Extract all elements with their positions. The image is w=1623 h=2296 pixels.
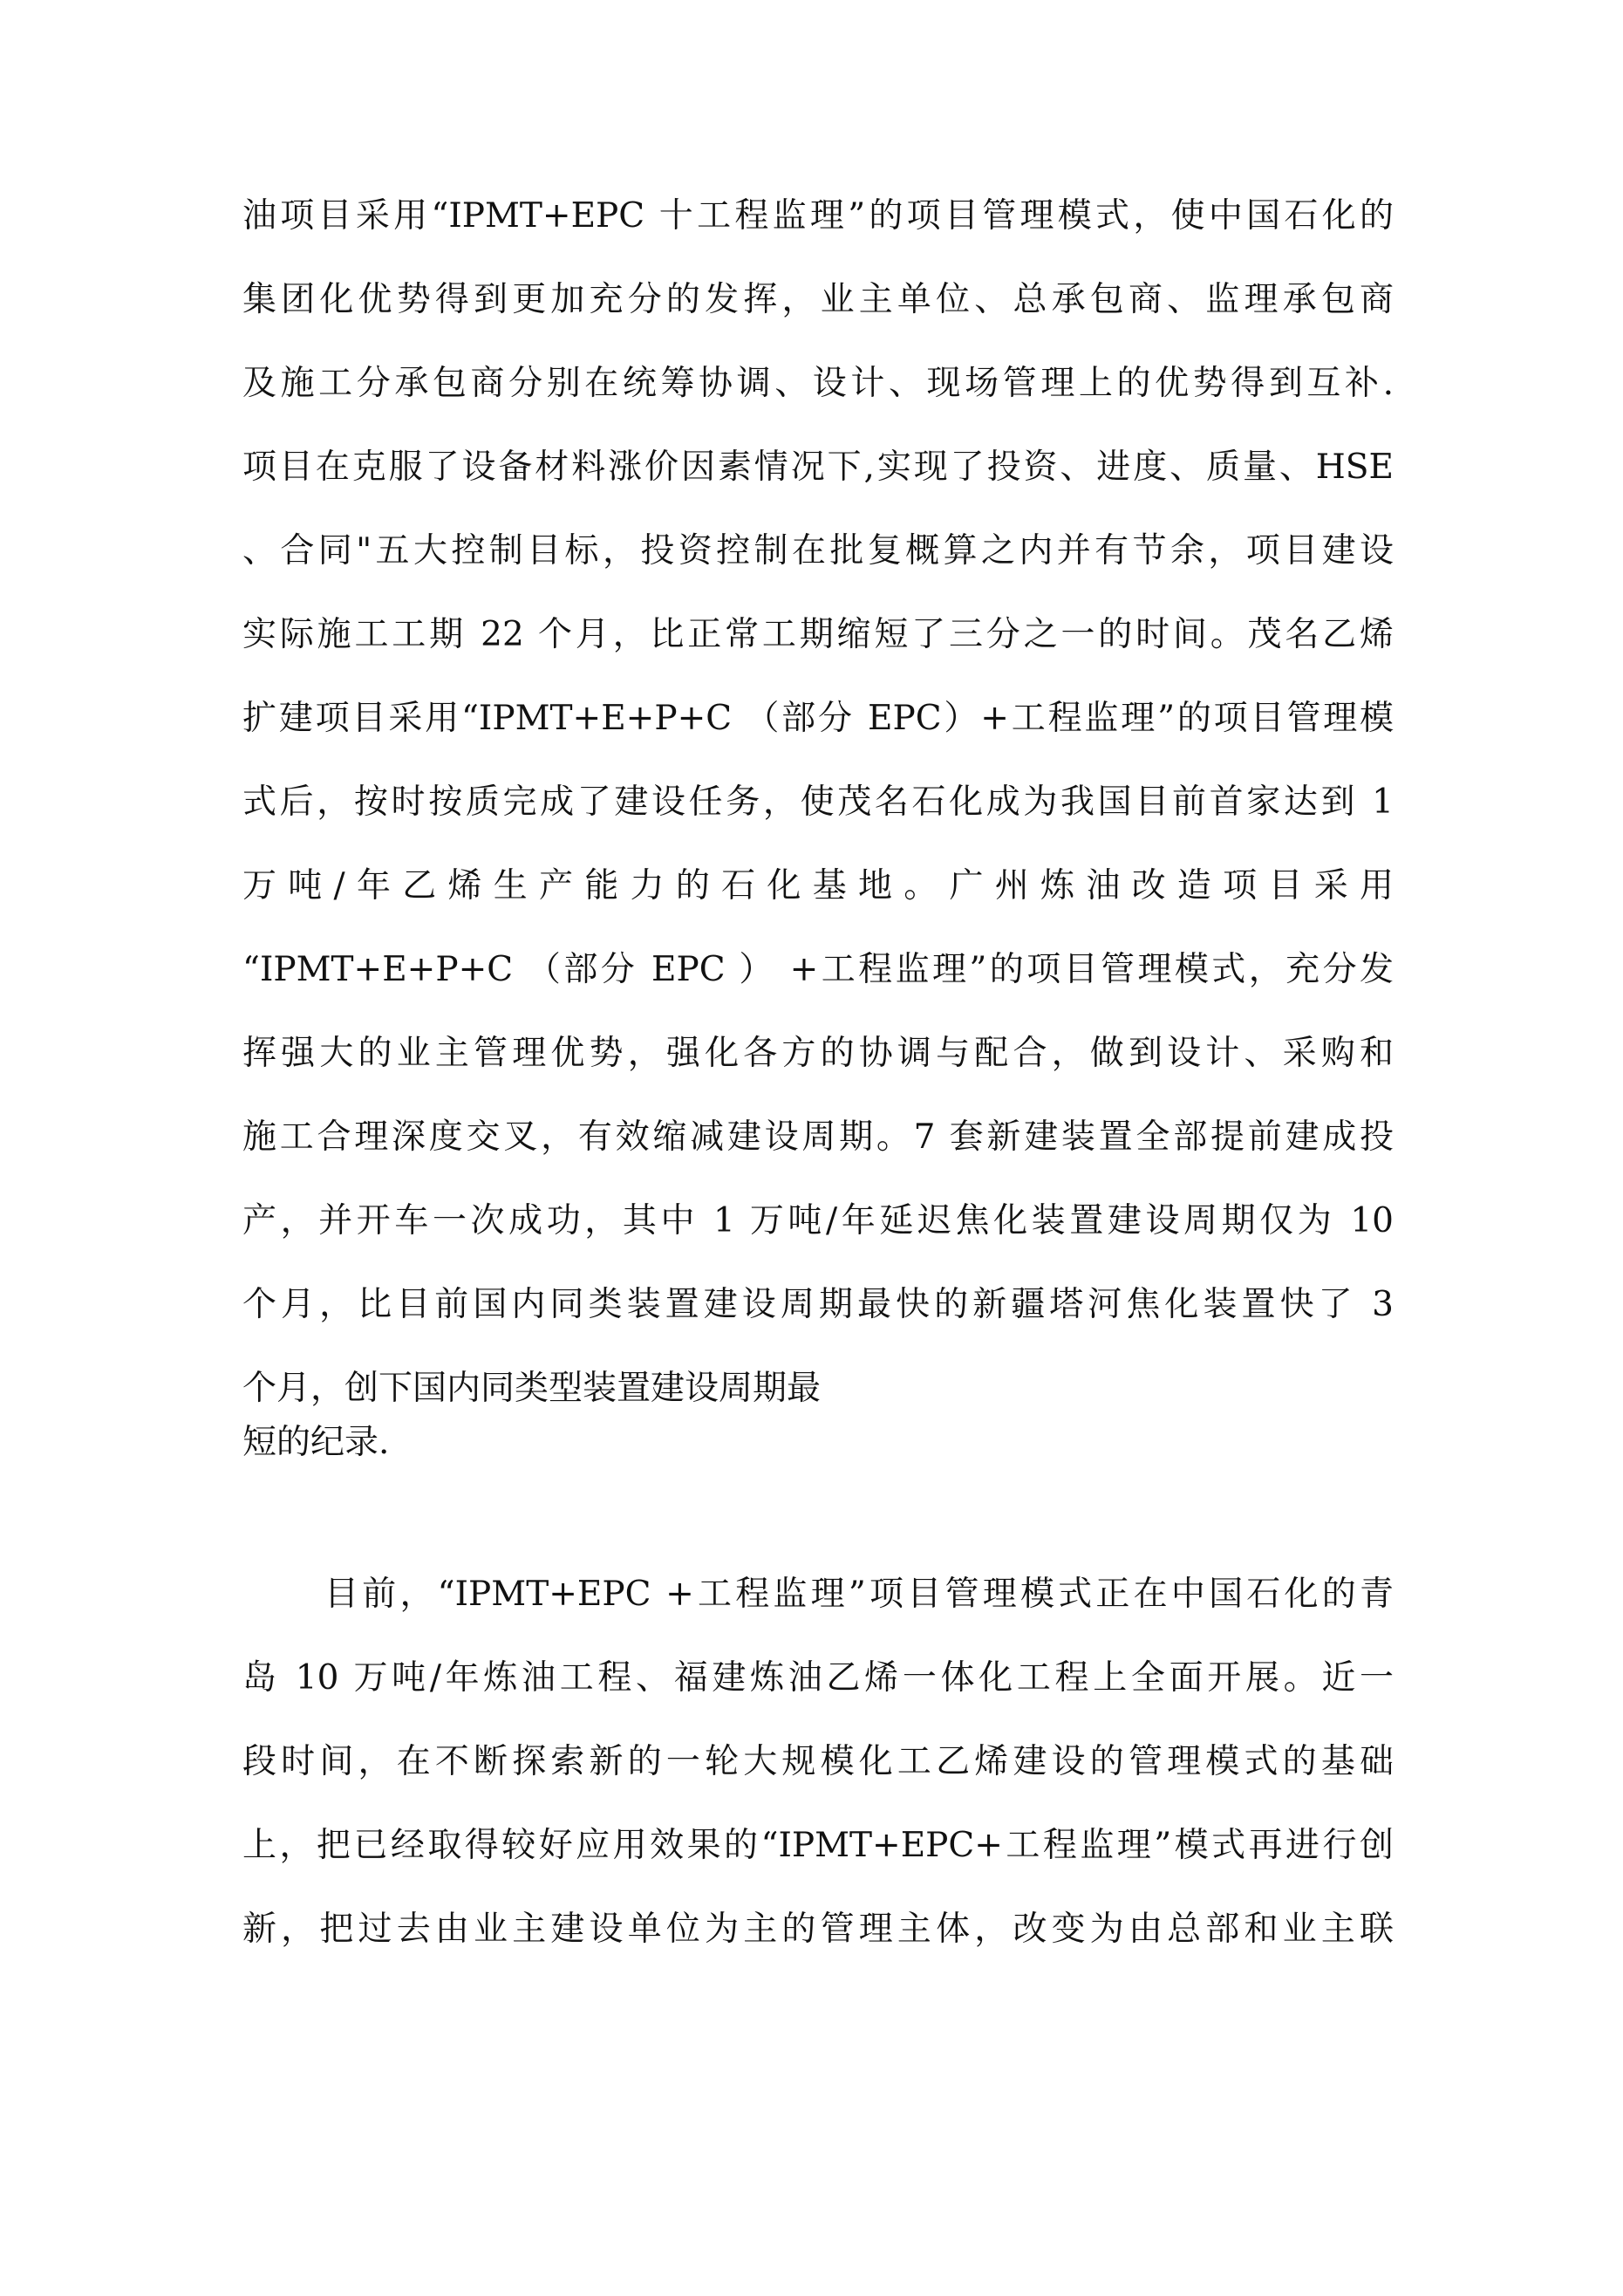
text-line: 项目在克服了设备材料涨价因素情况下,实现了投资、进度、质量、HSE — [242, 448, 1394, 487]
text-line: 扩建项目采用“IPMT+E+P+C （部分 EPC）+工程监理”的项目管理模 — [242, 699, 1394, 738]
text-line: 产，并开车一次成功，其中 1 万吨/年延迟焦化装置建设周期仅为 10 — [242, 1201, 1394, 1240]
text-line: 挥强大的业主管理优势，强化各方的协调与配合，做到设计、采购和 — [242, 1034, 1394, 1073]
text-line: 油项目采用“IPMT+EPC 十工程监理”的项目管理模式，使中国石化的 — [242, 196, 1394, 236]
text-line: 短的纪录. — [242, 1423, 390, 1462]
text-line: 岛 10 万吨/年炼油工程、福建炼油乙烯一体化工程上全面开展。近一 — [242, 1658, 1394, 1698]
text-line: 施工合理深度交叉，有效缩减建设周期。7 套新建装置全部提前建成投 — [242, 1117, 1394, 1157]
text-line: “IPMT+E+P+C （部分 EPC ） +工程监理”的项目管理模式，充分发 — [242, 950, 1394, 989]
text-line: 式后，按时按质完成了建设任务，使茂名石化成为我国目前首家达到 1 — [242, 782, 1394, 822]
text-line: 个月，比目前国内同类装置建设周期最快的新疆塔河焦化装置快了 3 — [242, 1285, 1394, 1324]
text-line: 集团化优势得到更加充分的发挥，业主单位、总承包商、监理承包商 — [242, 280, 1394, 319]
text-line: 段时间，在不断探索新的一轮大规模化工乙烯建设的管理模式的基础 — [242, 1742, 1394, 1781]
text-line: 目前，“IPMT+EPC +工程监理”项目管理模式正在中国石化的青 — [324, 1575, 1394, 1614]
text-line: 、合同"五大控制目标，投资控制在批复概算之内并有节余，项目建设 — [242, 531, 1394, 571]
text-line: 万吨/年乙烯生产能力的石化基地。广州炼油改造项目采用 — [242, 866, 1394, 905]
text-line: 实际施工工期 22 个月，比正常工期缩短了三分之一的时间。茂名乙烯 — [242, 615, 1394, 654]
text-line: 个月，创下国内同类型装置建设周期最 — [242, 1369, 822, 1408]
text-line: 上，把已经取得较好应用效果的“IPMT+EPC+工程监理”模式再进行创 — [242, 1826, 1394, 1865]
text-line: 及施工分承包商分别在统筹协调、设计、现场管理上的优势得到互补. — [242, 364, 1394, 403]
text-line: 新，把过去由业主建设单位为主的管理主体，改变为由总部和业主联 — [242, 1910, 1394, 1949]
